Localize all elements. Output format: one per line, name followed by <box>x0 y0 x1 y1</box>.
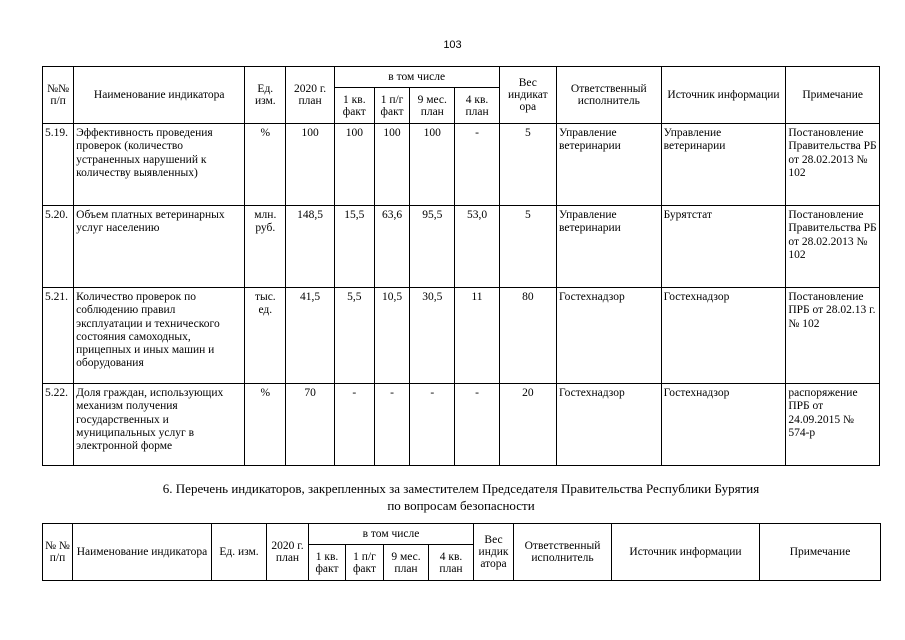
row-9m: 100 <box>410 124 455 206</box>
row-name: Эффективность проведения проверок (количество устраненных нарушений к количеству выявленных) <box>74 124 245 206</box>
header-name: Наименование индикатора <box>73 524 212 581</box>
header-weight: Вес индикат ора <box>499 67 556 124</box>
header-name: Наименование индикатора <box>74 67 245 124</box>
header-q4-plan: 4 кв. план <box>455 88 499 124</box>
row-q4: 53,0 <box>455 206 499 288</box>
section-title-line2: по вопросам безопасности <box>387 497 535 513</box>
header-num: №№ п/п <box>43 67 74 124</box>
row-name: Объем платных ветеринарных услуг населению <box>74 206 245 288</box>
row-h1: 63,6 <box>374 206 409 288</box>
row-q4: 11 <box>455 288 499 384</box>
section-title <box>42 481 880 514</box>
row-note: Постановление Правительства РБ от 28.02.2013 № 102 <box>786 124 880 206</box>
header-plan-2020: 2020 г. план <box>286 67 334 124</box>
row-note: Постановление Правительства РБ от 28.02.2013 № 102 <box>786 206 880 288</box>
row-weight: 20 <box>499 384 556 466</box>
header-note: Примечание <box>786 67 880 124</box>
table-row <box>43 124 880 206</box>
header-weight: Вес индик атора <box>474 524 514 581</box>
row-9m: - <box>410 384 455 466</box>
section-title-line1: 6. Перечень индикаторов, закрепленных за заместителем Председателя Правительства Республики Бурятия <box>162 481 760 496</box>
row-unit: тыс. ед. <box>245 288 286 384</box>
row-h1: 10,5 <box>374 288 409 384</box>
row-num: 5.22. <box>43 384 74 466</box>
row-unit: % <box>245 124 286 206</box>
row-name: Количество проверок по соблюдению правил эксплуатации и технического состояния самоходных, прицепных и иных машин и оборудования <box>74 288 245 384</box>
row-h1: 100 <box>374 124 409 206</box>
row-weight: 80 <box>499 288 556 384</box>
row-unit: % <box>245 384 286 466</box>
row-9m: 30,5 <box>410 288 455 384</box>
row-weight: 5 <box>499 124 556 206</box>
header-q1-fact: 1 кв. факт <box>334 88 374 124</box>
row-q1: - <box>334 384 374 466</box>
row-q1: 15,5 <box>334 206 374 288</box>
row-responsible: Управление ветеринарии <box>556 124 661 206</box>
header-source: Источник информации <box>612 524 760 581</box>
row-note: распоряжение ПРБ от 24.09.2015 № 574-р <box>786 384 880 466</box>
row-plan-2020: 70 <box>286 384 334 466</box>
row-q4: - <box>455 384 499 466</box>
header-h1-fact: 1 п/г факт <box>346 545 384 581</box>
header-plan-2020: 2020 г. план <box>267 524 309 581</box>
row-num: 5.19. <box>43 124 74 206</box>
row-source: Гостехнадзор <box>661 288 786 384</box>
row-source: Управление ветеринарии <box>661 124 786 206</box>
page-number: 103 <box>443 39 462 51</box>
row-responsible: Гостехнадзор <box>556 384 661 466</box>
header-unit: Ед. изм. <box>245 67 286 124</box>
row-h1: - <box>374 384 409 466</box>
row-num: 5.20. <box>43 206 74 288</box>
header-responsible: Ответственный исполнитель <box>556 67 661 124</box>
header-q4-plan: 4 кв. план <box>429 545 474 581</box>
header-responsible: Ответственный исполнитель <box>514 524 612 581</box>
header-including: в том числе <box>334 67 499 88</box>
row-responsible: Управление ветеринарии <box>556 206 661 288</box>
row-num: 5.21. <box>43 288 74 384</box>
row-note: Постановление ПРБ от 28.02.13 г. № 102 <box>786 288 880 384</box>
header-note: Примечание <box>760 524 881 581</box>
table-row <box>43 288 880 384</box>
header-source: Источник информации <box>661 67 786 124</box>
header-num: № № п/п <box>43 524 73 581</box>
row-q1: 100 <box>334 124 374 206</box>
indicators-table <box>42 66 880 466</box>
row-name: Доля граждан, использующих механизм получения государственных и муниципальных услуг в электронной форме <box>74 384 245 466</box>
row-plan-2020: 148,5 <box>286 206 334 288</box>
header-including: в том числе <box>309 524 474 545</box>
row-9m: 95,5 <box>410 206 455 288</box>
row-plan-2020: 41,5 <box>286 288 334 384</box>
row-weight: 5 <box>499 206 556 288</box>
header-9m-plan: 9 мес. план <box>384 545 429 581</box>
header-9m-plan: 9 мес. план <box>410 88 455 124</box>
row-source: Бурятстат <box>661 206 786 288</box>
row-plan-2020: 100 <box>286 124 334 206</box>
row-q4: - <box>455 124 499 206</box>
security-indicators-table <box>42 523 881 581</box>
header-unit: Ед. изм. <box>212 524 267 581</box>
row-source: Гостехнадзор <box>661 384 786 466</box>
header-h1-fact: 1 п/г факт <box>374 88 409 124</box>
table-row <box>43 384 880 466</box>
row-unit: млн. руб. <box>245 206 286 288</box>
row-responsible: Гостехнадзор <box>556 288 661 384</box>
table-row <box>43 206 880 288</box>
header-q1-fact: 1 кв. факт <box>309 545 346 581</box>
row-q1: 5,5 <box>334 288 374 384</box>
